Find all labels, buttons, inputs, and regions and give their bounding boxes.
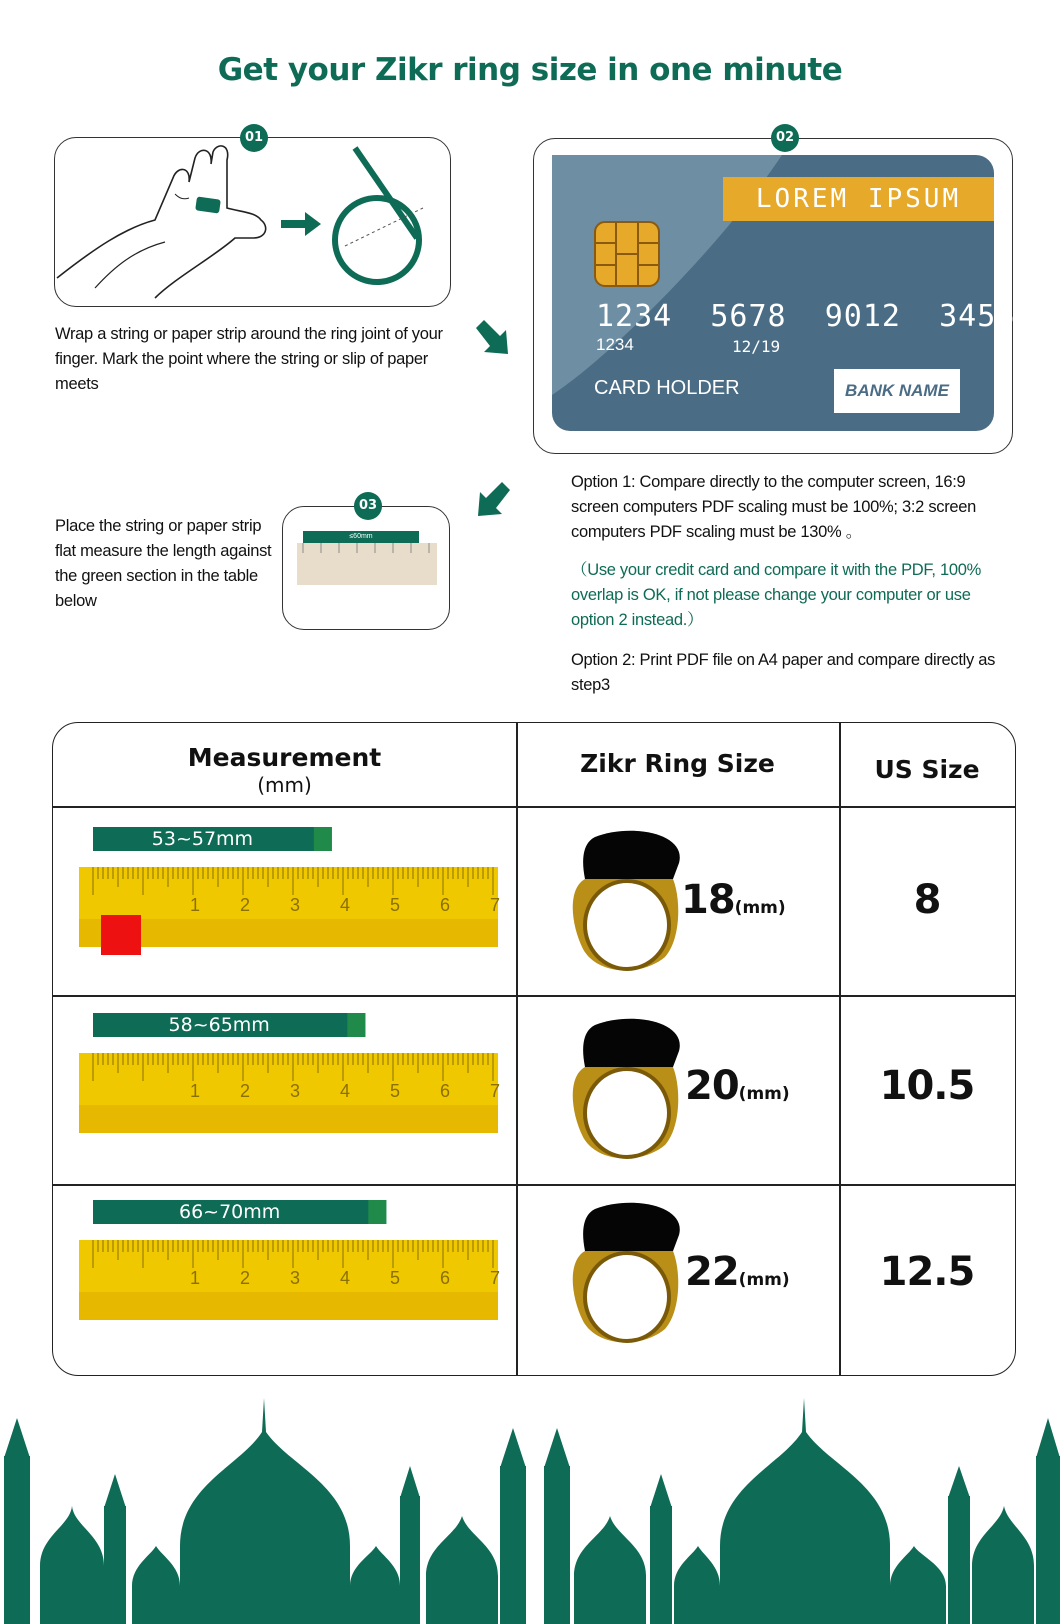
- measurement-range-label: 58~65mm: [168, 1014, 270, 1036]
- zikr-size-unit: (mm): [738, 1270, 790, 1290]
- card-bank-name: BANK NAME: [834, 369, 960, 413]
- table-divider: [53, 806, 1015, 808]
- zikr-size-unit: (mm): [734, 898, 786, 918]
- ruler-tick-label: 1: [189, 895, 201, 915]
- header-measurement: Measurement: [187, 743, 382, 772]
- ruler: [79, 1013, 501, 1133]
- ruler-tick-label: 7: [489, 1268, 501, 1288]
- ruler-tick-label: 2: [239, 895, 251, 915]
- ruler-tick-label: 4: [339, 1081, 351, 1101]
- zikr-size-value: [685, 1249, 790, 1295]
- us-size-value: 10.5: [879, 1063, 975, 1109]
- ruler-shade: [79, 1292, 498, 1320]
- card-bank-banner: LOREM IPSUM: [723, 177, 994, 221]
- step1-illustration-box: [54, 137, 451, 307]
- option2-text: Option 2: Print PDF file on A4 paper and compare directly as step3: [571, 651, 996, 694]
- step3-green-strip: ≤60mm: [303, 531, 419, 543]
- ruler-shade: [79, 919, 498, 947]
- ruler-tick-label: 7: [489, 1081, 501, 1101]
- arrow-down-left-icon: [472, 480, 512, 520]
- ruler-tick-label: 6: [439, 1081, 451, 1101]
- red-marker-icon: [101, 915, 141, 955]
- ruler-tick-label: 5: [389, 1268, 401, 1288]
- ruler-tick-label: 7: [489, 895, 501, 915]
- ruler-tick-label: 6: [439, 1268, 451, 1288]
- ruler-tick-label: 2: [239, 1268, 251, 1288]
- card-number: 1234 5678 9012 3456: [596, 299, 1016, 334]
- finger-wrap-illustration: [55, 138, 450, 306]
- step3-badge: 03: [354, 492, 382, 520]
- step2-card-box: [533, 138, 1016, 454]
- ruler-tick-label: 4: [339, 895, 351, 915]
- us-size-value: 8: [913, 877, 941, 923]
- us-size-value: 12.5: [879, 1249, 975, 1295]
- ruler-tick-label: 1: [189, 1268, 201, 1288]
- step3-ruler-box: [282, 506, 450, 630]
- size-table: [52, 722, 1016, 1376]
- measurement-range-label: 66~70mm: [179, 1201, 281, 1223]
- step1-badge: 01: [240, 124, 268, 152]
- zikr-size-number: 20: [685, 1063, 739, 1109]
- step3-text: Place the string or paper strip flat measure the length against the green section in the table below: [55, 517, 272, 610]
- measurement-strip-end: [347, 1013, 365, 1037]
- zikr-size-value: [681, 877, 786, 923]
- zikr-size-unit: (mm): [738, 1084, 790, 1104]
- header-measurement-unit: (mm): [257, 773, 312, 797]
- ruler-tick-label: 2: [239, 1081, 251, 1101]
- ruler-tick-label: 3: [289, 1268, 301, 1288]
- card-chip-icon: [594, 221, 660, 287]
- ruler-tick-label: 6: [439, 895, 451, 915]
- ruler-tick-label: 5: [389, 1081, 401, 1101]
- ruler-tick-label: 1: [189, 1081, 201, 1101]
- ruler-tick-label: 4: [339, 1268, 351, 1288]
- measurement-range-label: 53~57mm: [151, 828, 254, 850]
- table-divider: [516, 723, 518, 1375]
- option-note-text: （Use your credit card and compare it with the PDF, 100% overlap is OK, if not please change your computer or use option 2 instead.）: [571, 561, 981, 629]
- ruler-shade: [79, 1105, 498, 1133]
- card-expiry: 12/19: [732, 337, 781, 356]
- ruler: [79, 827, 501, 947]
- measurement-strip-end: [314, 827, 332, 851]
- ruler-tick-label: 5: [389, 895, 401, 915]
- ruler-tick-label: 3: [289, 1081, 301, 1101]
- zikr-size-number: 18: [681, 877, 735, 923]
- arrow-down-right-icon: [474, 318, 514, 358]
- mosque-skyline-decoration: [0, 1396, 1060, 1624]
- option1-text: Option 1: Compare directly to the computer screen, 16:9 screen computers PDF scaling must be 100%; 3:2 screen computers PDF scaling must be 130% 。: [571, 473, 977, 541]
- step2-badge: 02: [771, 124, 799, 152]
- card-holder: CARD HOLDER: [594, 377, 740, 399]
- zikr-ring-icon: [561, 829, 687, 975]
- zikr-ring-icon: [561, 1201, 687, 1347]
- zikr-size-number: 22: [685, 1249, 739, 1295]
- zikr-size-value: [685, 1063, 790, 1109]
- header-us-size: US Size: [874, 755, 980, 784]
- ruler-tick-label: 3: [289, 895, 301, 915]
- credit-card: [552, 155, 1016, 431]
- page-title: Get your Zikr ring size in one minute: [217, 52, 843, 88]
- card-small-number: 1234: [596, 335, 634, 354]
- zikr-ring-icon: [561, 1017, 687, 1163]
- step1-text: Wrap a string or paper strip around the ring joint of your finger. Mark the point where the string or slip of paper meets: [55, 325, 443, 393]
- measurement-strip-end: [368, 1200, 386, 1224]
- step3-mini-ruler: [297, 543, 437, 585]
- ruler: [79, 1200, 501, 1320]
- table-divider: [53, 995, 1015, 997]
- header-zikr-size: Zikr Ring Size: [580, 749, 775, 778]
- table-divider: [53, 1184, 1015, 1186]
